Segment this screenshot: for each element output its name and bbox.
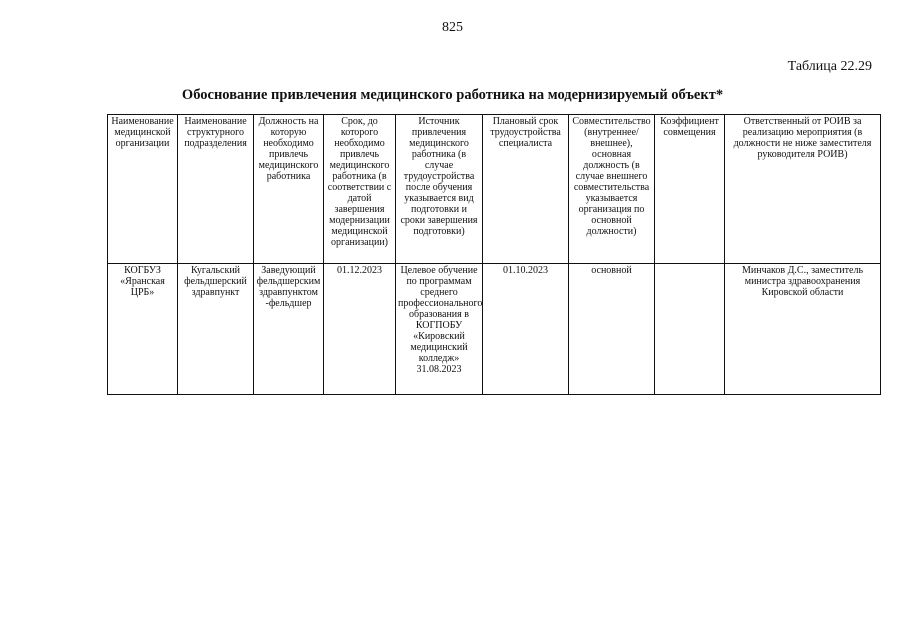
cell-planned-date: 01.10.2023 (483, 264, 569, 395)
cell-coefficient (655, 264, 725, 395)
cell-source: Целевое обучение по программам среднего профессионального образования в КОГПОБУ «Кировский медицинский колледж» 31.08.2023 (396, 264, 483, 395)
column-header-responsible: Ответственный от РОИВ за реализацию мероприятия (в должности не ниже заместителя руководителя РОИВ) (725, 115, 881, 264)
column-header-organization: Наименование медицинской организации (108, 115, 178, 264)
column-header-planned-date: Плановый срок трудоустройства специалиста (483, 115, 569, 264)
cell-deadline: 01.12.2023 (324, 264, 396, 395)
cell-responsible: Минчаков Д.С., заместитель министра здравоохранения Кировской области (725, 264, 881, 395)
justification-table (107, 114, 881, 395)
document-title: Обоснование привлечения медицинского работника на модернизируемый объект* (181, 87, 724, 103)
cell-position: Заведующий фельдшерским здравпунктом -фельдшер (254, 264, 324, 395)
cell-subdivision: Кугальский фельдшерский здравпункт (178, 264, 254, 395)
column-header-combination: Совместительство (внутреннее/внешнее), основная должность (в случае внешнего совместительства указывается организация по основной должности) (569, 115, 655, 264)
column-header-coefficient: Коэффициент совмещения (655, 115, 725, 264)
column-header-subdivision: Наименование структурного подразделения (178, 115, 254, 264)
column-header-position: Должность на которую необходимо привлечь медицинского работника (254, 115, 324, 264)
page-number: 825 (442, 20, 463, 35)
table-header-row (108, 115, 881, 264)
cell-combination: основной (569, 264, 655, 395)
column-header-deadline: Срок, до которого необходимо привлечь медицинского работника (в соответствии с датой завершения модернизации медицинской организации) (324, 115, 396, 264)
table-row (108, 264, 881, 395)
cell-organization: КОГБУЗ «Яранская ЦРБ» (108, 264, 178, 395)
table-label: Таблица 22.29 (787, 59, 872, 74)
column-header-source: Источник привлечения медицинского работника (в случае трудоустройства после обучения указывается вид подготовки и сроки завершения подготовки) (396, 115, 483, 264)
